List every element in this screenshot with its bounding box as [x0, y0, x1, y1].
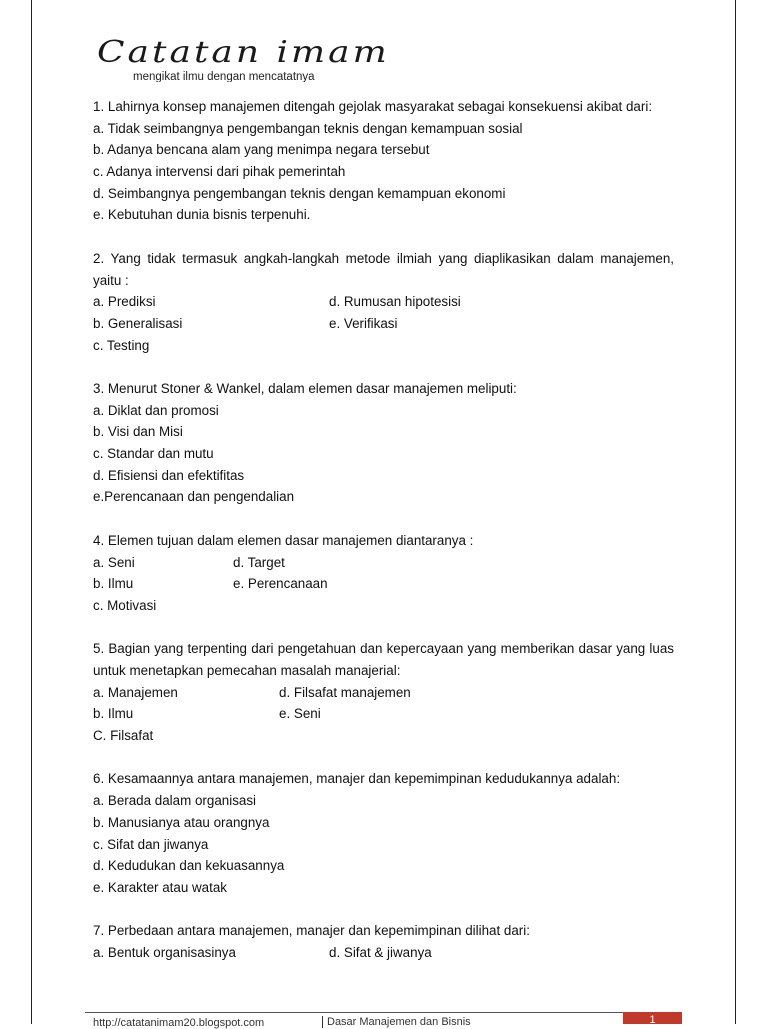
option-row — [93, 291, 674, 313]
question-stem: 5. Bagian yang terpenting dari pengetahuan dan kepercayaan yang memberikan dasar yang luas untuk menetapkan pemecahan masalah manajerial: — [93, 641, 674, 678]
option: c. Motivasi — [93, 597, 157, 613]
question-stem: 4. Elemen tujuan dalam elemen dasar manajemen diantaranya : — [93, 532, 474, 548]
option: d. Rumusan hipotesisi — [329, 294, 461, 310]
option: e. Kebutuhan dunia bisnis terpenuhi. — [93, 207, 311, 223]
option: e. Verifikasi — [329, 315, 398, 331]
option: c. Adanya intervensi dari pihak pemerintah — [93, 164, 346, 180]
option-row — [93, 942, 674, 964]
option: a. Prediksi — [93, 294, 156, 310]
option: d. Seimbangnya pengembangan teknis dengan kemampuan ekonomi — [93, 185, 506, 201]
option: e. Seni — [279, 706, 321, 722]
option: b. Ilmu — [93, 576, 134, 592]
option: e. Karakter atau watak — [93, 879, 227, 895]
question-5 — [93, 638, 674, 746]
option-row — [93, 725, 674, 747]
option-row — [93, 703, 674, 725]
option: a. Seni — [93, 554, 135, 570]
option: d. Efisiensi dan efektifitas — [93, 467, 245, 483]
question-6 — [93, 768, 674, 898]
question-list — [93, 96, 674, 985]
option: e.Perencanaan dan pengendalian — [93, 489, 295, 505]
logo — [97, 35, 390, 82]
option: c. Sifat dan jiwanya — [93, 836, 209, 852]
option: b. Manusianya atau orangnya — [93, 814, 270, 830]
option-row — [93, 552, 674, 574]
option-row — [93, 573, 674, 595]
option: a. Berada dalam organisasi — [93, 793, 257, 809]
option: b. Ilmu — [93, 706, 134, 722]
option: a. Tidak seimbangnya pengembangan teknis dengan kemampuan sosial — [93, 120, 523, 136]
question-stem: 2. Yang tidak termasuk angkah-langkah metode ilmiah yang diaplikasikan dalam manajemen, yaitu : — [93, 250, 674, 288]
footer-divider — [85, 1012, 682, 1013]
question-stem: 3. Menurut Stoner & Wankel, dalam elemen dasar manajemen meliputi: — [93, 380, 517, 396]
logo-title: Catatan imam — [97, 35, 390, 70]
question-2 — [93, 248, 674, 356]
option: d. Sifat & jiwanya — [329, 944, 432, 960]
question-7 — [93, 920, 674, 963]
option: d. Kedudukan dan kekuasannya — [93, 858, 285, 874]
option-row — [93, 682, 674, 704]
option-row — [93, 335, 674, 357]
footer-title: Dasar Manajemen dan Bisnis — [322, 1016, 471, 1028]
option-row — [93, 313, 674, 335]
page-number-badge: 1 — [623, 1012, 682, 1024]
question-4 — [93, 530, 674, 617]
option: a. Manajemen — [93, 684, 178, 700]
option: c. Testing — [93, 337, 150, 353]
option: b. Adanya bencana alam yang menimpa negara tersebut — [93, 142, 430, 158]
option: b. Generalisasi — [93, 315, 183, 331]
option: b. Visi dan Misi — [93, 424, 183, 440]
option: C. Filsafat — [93, 728, 154, 744]
question-stem: 6. Kesamaannya antara manajemen, manajer dan kepemimpinan kedudukannya adalah: — [93, 771, 621, 787]
option: d. Target — [233, 554, 285, 570]
question-stem: 1. Lahirnya konsep manajemen ditengah gejolak masyarakat sebagai konsekuensi akibat dari: — [93, 99, 653, 114]
question-3 — [93, 378, 674, 508]
option: a. Diklat dan promosi — [93, 402, 219, 418]
logo-tagline: mengikat ilmu dengan mencatatnya — [133, 71, 315, 82]
option: c. Standar dan mutu — [93, 446, 214, 462]
footer-url-link[interactable]: http://catatanimam20.blogspot.com — [93, 1017, 265, 1029]
option-row — [93, 595, 674, 617]
option: d. Filsafat manajemen — [279, 684, 411, 700]
question-stem: 7. Perbedaan antara manajemen, manajer dan kepemimpinan dilihat dari: — [93, 923, 530, 939]
option: e. Perencanaan — [233, 576, 328, 592]
option: a. Bentuk organisasinya — [93, 944, 236, 960]
question-1 — [93, 96, 674, 226]
